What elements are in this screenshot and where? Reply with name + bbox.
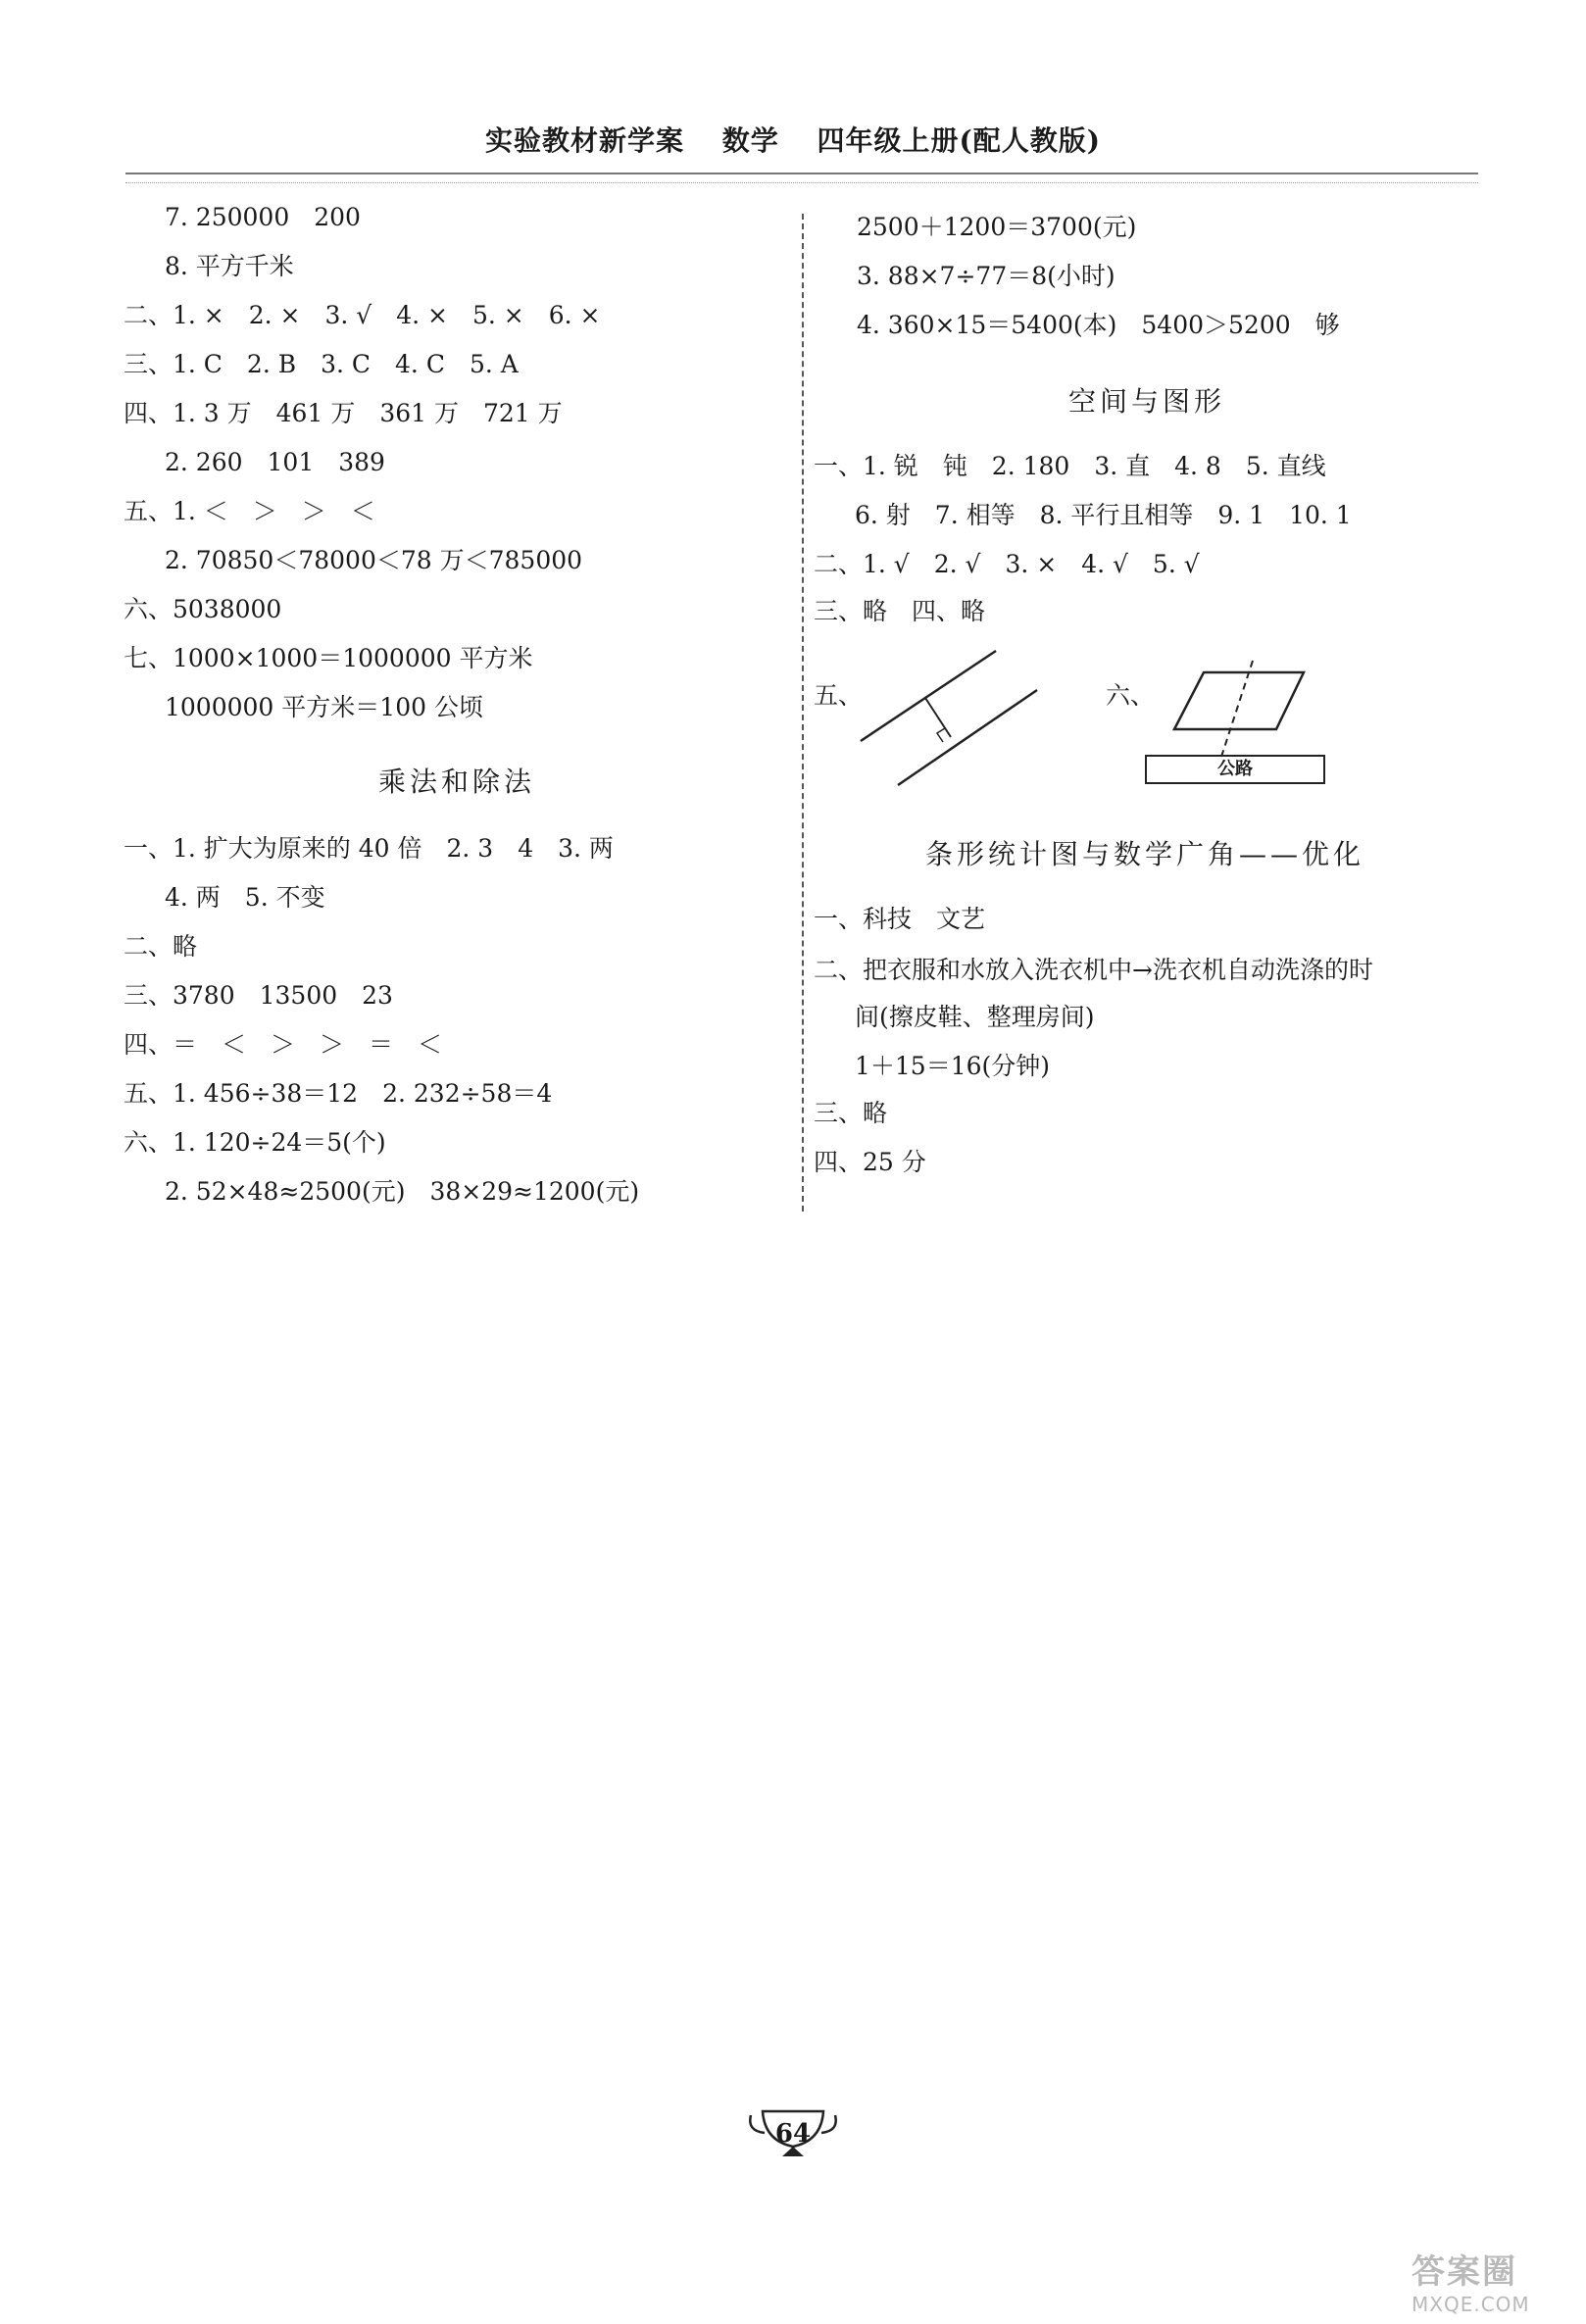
answer-line: 1000000 平方米＝100 公顷	[165, 693, 483, 721]
answer-line: 一、1. 锐 钝 2. 180 3. 直 4. 8 5. 直线	[814, 452, 1326, 480]
answer-line: 六、1. 120÷24＝5(个)	[124, 1128, 386, 1157]
answer-line: 五、1. 456÷38＝12 2. 232÷58＝4	[124, 1079, 553, 1108]
answer-line: 七、1000×1000＝1000000 平方米	[124, 644, 533, 672]
page-number-badge	[745, 2105, 841, 2160]
section-title: 空间与图形	[1068, 385, 1226, 418]
answer-line: 2. 260 101 389	[165, 448, 385, 476]
figure-label: 六、	[1106, 681, 1156, 710]
answer-line: 二、1. √ 2. √ 3. × 4. √ 5. √	[814, 550, 1200, 578]
answer-line: 四、1. 3 万 461 万 361 万 721 万	[124, 399, 563, 427]
answer-line: 二、把衣服和水放入洗衣机中→洗衣机自动洗涤的时	[814, 956, 1373, 984]
answer-line: 2500＋1200＝3700(元)	[857, 213, 1137, 241]
answer-line: 三、略 四、略	[814, 597, 986, 625]
watermark-url: MXQE.COM	[1412, 2293, 1530, 2316]
answer-line: 四、＝ ＜ ＞ ＞ ＝ ＜	[124, 1030, 443, 1059]
answer-line: 二、1. × 2. × 3. √ 4. × 5. × 6. ×	[124, 301, 601, 329]
answer-line: 7. 250000 200	[165, 203, 361, 231]
header-subject: 数学	[721, 124, 779, 157]
answer-line: 1＋15＝16(分钟)	[855, 1052, 1051, 1080]
answer-line: 8. 平方千米	[165, 252, 294, 280]
header-grade: 四年级上册(配人教版)	[817, 124, 1102, 157]
answer-line: 间(擦皮鞋、整理房间)	[855, 1003, 1095, 1031]
answer-line: 二、略	[124, 932, 198, 961]
answer-line: 三、3780 13500 23	[124, 981, 393, 1010]
road-box	[1145, 755, 1325, 784]
page-number: 64	[774, 2119, 812, 2149]
header-series: 实验教材新学案	[484, 124, 684, 157]
answer-line: 4. 两 5. 不变	[165, 883, 325, 912]
answer-line: 6. 射 7. 相等 8. 平行且相等 9. 1 10. 1	[855, 501, 1352, 529]
section-title: 条形统计图与数学广角——优化	[925, 838, 1365, 870]
section-title: 乘法和除法	[378, 766, 536, 798]
watermark	[1412, 2245, 1578, 2319]
answer-line: 4. 360×15＝5400(本) 5400＞5200 够	[857, 311, 1340, 339]
answer-line: 五、1. ＜ ＞ ＞ ＜	[124, 497, 375, 525]
answer-line: 四、25 分	[814, 1148, 926, 1176]
page-header	[0, 120, 1586, 159]
header-rule	[125, 173, 1478, 183]
answer-line: 2. 52×48≈2500(元) 38×29≈1200(元)	[165, 1177, 640, 1206]
answer-line: 三、略	[814, 1099, 888, 1127]
watermark-logo-text: 答案圈	[1412, 2252, 1517, 2292]
figure-label: 五、	[814, 681, 864, 710]
road-label: 公路	[1217, 759, 1253, 779]
answer-line: 六、5038000	[124, 595, 282, 623]
answer-line: 一、科技 文艺	[814, 905, 986, 933]
parallel-lines-figure	[849, 643, 1045, 790]
answer-line: 3. 88×7÷77＝8(小时)	[857, 262, 1115, 290]
column-divider	[802, 214, 804, 1211]
answer-line: 2. 70850＜78000＜78 万＜785000	[165, 546, 583, 574]
answer-line: 一、1. 扩大为原来的 40 倍 2. 3 4 3. 两	[124, 834, 614, 863]
answer-line: 三、1. C 2. B 3. C 4. C 5. A	[124, 350, 519, 378]
